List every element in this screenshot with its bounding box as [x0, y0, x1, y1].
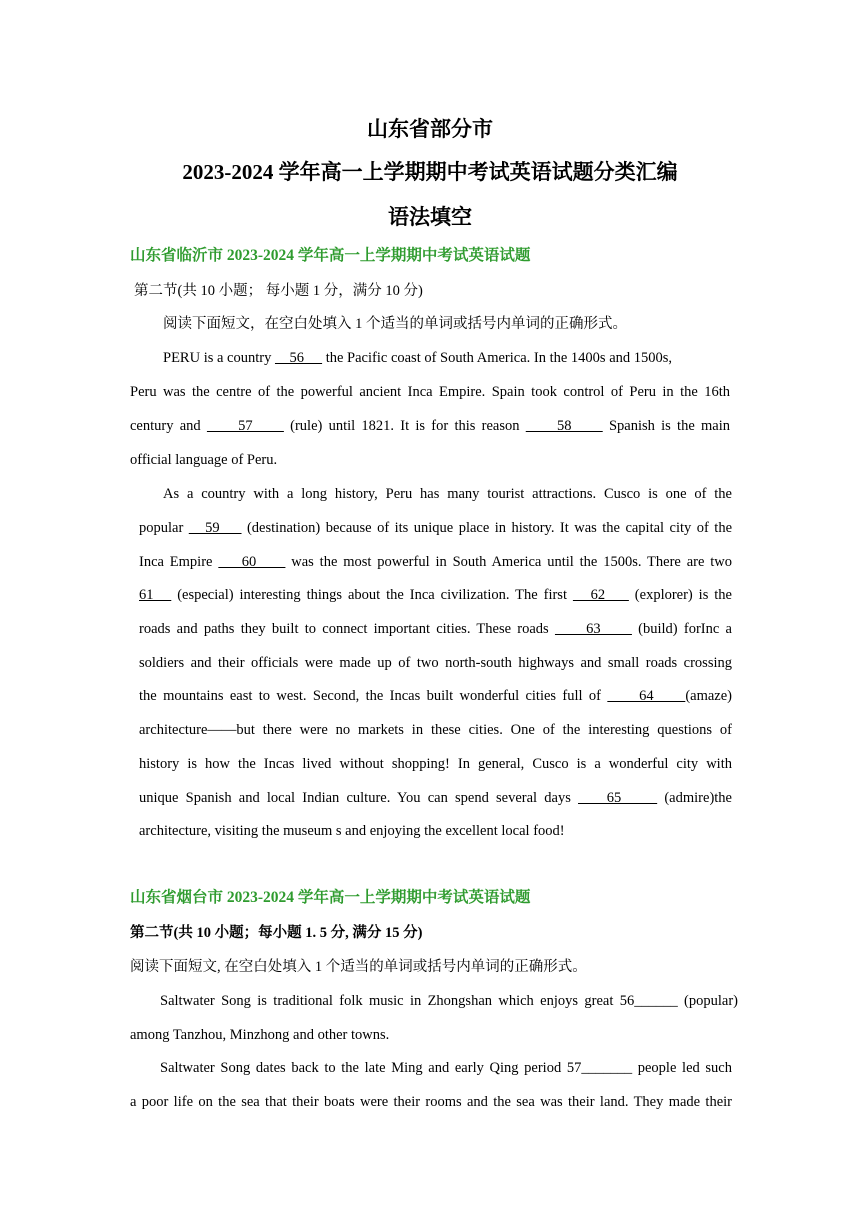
text: unique Spanish and local Indian culture. You can spend several days	[139, 790, 579, 806]
s1-p1-line3	[130, 416, 730, 436]
blank-63[interactable]: 63	[554, 621, 632, 637]
blank-62[interactable]: 62	[572, 587, 629, 603]
blank-57[interactable]: 57	[206, 418, 284, 434]
blank-64[interactable]: 64	[607, 688, 686, 704]
section2-part: 第二节(共 10 小题；每小题 1. 5 分, 满分 15 分)	[130, 925, 423, 941]
s2-p2-line1: Saltwater Song dates back to the late Ming and early Qing period 57_______ people led such	[160, 1060, 732, 1076]
blank-58[interactable]: 58	[525, 418, 603, 434]
text: (rule) until 1821. It is for this reason	[283, 418, 526, 434]
s1-p2-line4	[139, 585, 732, 605]
text: popular	[139, 520, 189, 536]
section2-instruction: 阅读下面短文, 在空白处填入 1 个适当的单词或括号内单词的正确形式。	[130, 959, 587, 975]
s2-p1-line2: among Tanzhou, Minzhong and other towns.	[130, 1027, 390, 1043]
text: (build) forInc a	[631, 621, 732, 637]
s1-p2-line7	[139, 686, 732, 706]
s1-p2-line2	[139, 518, 732, 538]
text: Spanish is the main	[602, 418, 731, 434]
s1-p2-line3	[139, 552, 732, 572]
s2-p2-line2: a poor life on the sea that their boats were their rooms and the sea was their land. They made their	[130, 1094, 732, 1110]
text: the mountains east to west. Second, the Incas built wonderful cities full of	[139, 688, 608, 704]
s1-p2-line1: As a country with a long history, Peru has many tourist attractions. Cusco is one of the	[163, 486, 732, 502]
blank-65[interactable]: 65	[578, 790, 658, 806]
doc-title-region: 山东省部分市	[367, 117, 493, 141]
text: PERU is a country	[163, 350, 275, 366]
doc-title-topic: 语法填空	[388, 205, 472, 229]
s2-p1-line1: Saltwater Song is traditional folk music in Zhongshan which enjoys great 56______ (popular)	[160, 993, 738, 1009]
text: (explorer) is the	[628, 587, 732, 603]
text: roads and paths they built to connect important cities. These roads	[139, 621, 555, 637]
section1-heading: 山东省临沂市 2023-2024 学年高一上学期期中考试英语试题	[130, 247, 531, 264]
s1-p2-line11: architecture, visiting the museum s and enjoying the excellent local food!	[139, 823, 565, 839]
section1-part: 第二节(共 10 小题； 每小题 1 分，满分 10 分)	[134, 283, 423, 299]
section2-heading: 山东省烟台市 2023-2024 学年高一上学期期中考试英语试题	[130, 889, 531, 906]
text: the Pacific coast of South America. In the 1400s and 1500s,	[322, 350, 673, 366]
s1-p2-line9: history is how the Incas lived without shopping! In general, Cusco is a wonderful city with	[139, 756, 732, 772]
text: century and	[130, 418, 207, 434]
text: (especial) interesting things about the Inca civilization. The first	[171, 587, 573, 603]
s1-p2-line5	[139, 619, 732, 639]
s1-p1-line4: official language of Peru.	[130, 452, 278, 468]
doc-title-main: 2023-2024 学年高一上学期期中考试英语试题分类汇编	[182, 160, 678, 184]
s1-p1-line2: Peru was the centre of the powerful ancient Inca Empire. Spain took control of Peru in the 16th	[130, 384, 730, 400]
blank-59[interactable]: 59	[188, 520, 242, 536]
s1-p2-line8: architecture——but there were no markets in these cities. One of the interesting questions of	[139, 722, 732, 738]
text: (amaze)	[685, 688, 733, 704]
s1-p1-line1	[163, 348, 672, 368]
blank-60[interactable]: 60	[218, 554, 286, 570]
blank-61[interactable]: 61	[139, 587, 172, 603]
s1-p2-line10	[139, 788, 732, 808]
s1-p2-line6: soldiers and their officials were made up of two north-south highways and small roads crossing	[139, 655, 732, 671]
section1-instruction: 阅读下面短文，在空白处填入 1 个适当的单词或括号内单词的正确形式。	[163, 316, 627, 332]
text: was the most powerful in South America until the 1500s. There are two	[285, 554, 732, 570]
blank-56[interactable]: 56	[274, 350, 323, 366]
text: Inca Empire	[139, 554, 219, 570]
text: (destination) because of its unique place in history. It was the capital city of the	[241, 520, 733, 536]
text: (admire)the	[657, 790, 732, 806]
